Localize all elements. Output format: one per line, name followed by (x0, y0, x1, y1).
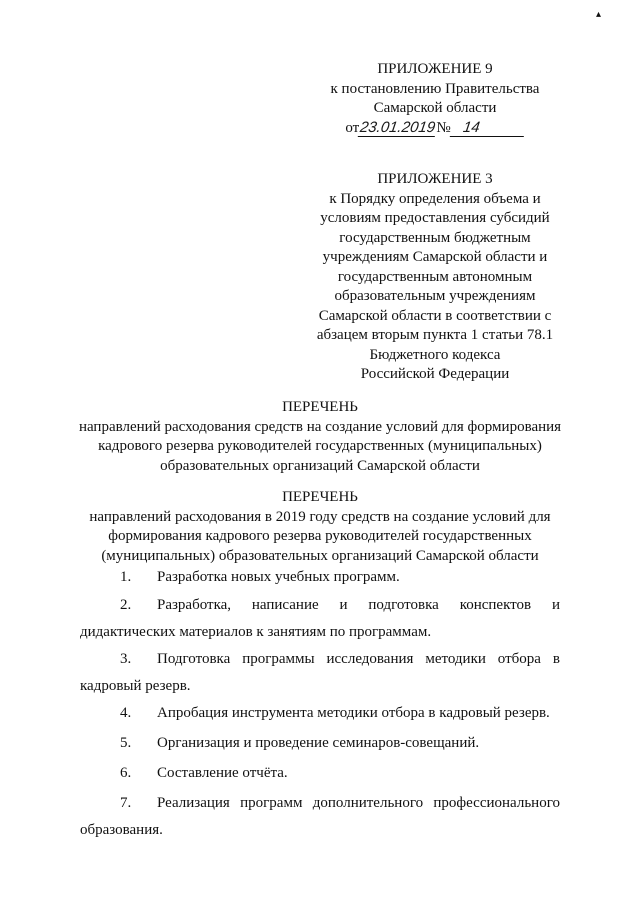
appendix-3-line: Самарской области в соответствии с (318, 307, 552, 324)
list-item-word: написание (251, 597, 319, 613)
corner-mark: ▴ (596, 9, 602, 20)
appendix-3-line: образовательным учреждениям (334, 288, 536, 304)
list-heading-new: ПЕРЕЧЕНЬ (282, 489, 358, 505)
list-item-number: 4. (120, 705, 132, 721)
appendix-3-line: учреждениям Самарской области и (322, 249, 548, 265)
appendix-9-title: ПРИЛОЖЕНИЕ 9 (377, 61, 493, 77)
list-item-word: профессионального (433, 795, 560, 811)
appendix-3-line: к Порядку определения объема и (329, 190, 541, 207)
list-item-text (157, 596, 560, 616)
appendix-3-title: ПРИЛОЖЕНИЕ 3 (377, 171, 493, 187)
list-item-text (157, 704, 560, 724)
list-item-text (157, 764, 560, 784)
appendix-3-header (300, 170, 570, 385)
list-title-new (60, 488, 580, 566)
list-item-word: Реализация (157, 795, 230, 811)
list-item-number: 1. (120, 569, 132, 585)
list-item-word: Организация и проведение семинаров-совещаний. (157, 735, 480, 751)
list-item-continuation: дидактических материалов к занятиям по программам. (80, 624, 432, 640)
list-subtitle-old-line: образовательных организаций Самарской области (160, 457, 480, 474)
handwritten-date: 23.01.2019 (359, 118, 437, 136)
appendix-9-line2: к постановлению Правительства (330, 80, 540, 97)
appendix-3-line: государственным бюджетным (339, 229, 531, 246)
list-subtitle-new-line: (муниципальных) образовательных организаций Самарской области (101, 547, 539, 564)
list-item-continuation: образования. (80, 822, 163, 838)
list-item-number: 5. (120, 735, 132, 751)
list-subtitle-new-line: направлений расходования в 2019 году средств на создание условий для (89, 508, 551, 525)
list-item-word: методики (425, 651, 486, 667)
list-item-number: 2. (120, 597, 132, 613)
appendix-9-line3: Самарской области (373, 100, 497, 116)
list-item-word: в (552, 651, 560, 667)
list-item-number: 3. (120, 651, 132, 667)
list-item-text (157, 568, 560, 588)
list-item-word: и (339, 597, 348, 613)
list-item-word: Апробация инструмента методики отбора в кадровый резерв. (157, 705, 550, 721)
list-item-word: программы (242, 651, 315, 667)
list-item-text (157, 650, 560, 670)
appendix-3-line: условиям предоставления субсидий (320, 210, 550, 226)
list-subtitle-old-line: кадрового резерва руководителей государственных (муниципальных) (98, 438, 542, 454)
list-item-word: Разработка новых учебных программ. (157, 569, 400, 585)
date-prefix: от (345, 119, 360, 136)
appendix-3-line: государственным автономным (337, 268, 533, 285)
appendix-3-line: Бюджетного кодекса (369, 346, 501, 363)
list-item-word: Составление отчёта. (157, 765, 288, 781)
appendix-9-header (300, 60, 570, 138)
list-item-word: отбора (497, 651, 541, 667)
list-item-word: и (551, 597, 560, 613)
list-item-text (157, 734, 560, 754)
list-item-word: Разработка, (157, 597, 232, 613)
list-item-word: исследования (326, 651, 414, 667)
list-subtitle-old-line: направлений расходования средств на создание условий для формирования (78, 418, 562, 435)
list-item-word: подготовка (368, 597, 439, 613)
list-item-number: 7. (120, 795, 132, 811)
list-item-word: дополнительного (312, 795, 424, 811)
appendix-3-line: абзацем вторым пункта 1 статьи 78.1 (316, 327, 554, 343)
list-item-word: конспектов (459, 597, 532, 613)
list-item-text (157, 794, 560, 814)
list-item-word: программ (240, 795, 303, 811)
list-subtitle-new-line: формирования кадрового резерва руководителей государственных (108, 528, 532, 544)
number-prefix: № (436, 119, 451, 136)
list-heading-old: ПЕРЕЧЕНЬ (282, 399, 358, 415)
decree-date-line (300, 119, 570, 139)
list-item-word: Подготовка (157, 651, 231, 667)
list-item-number: 6. (120, 765, 132, 781)
list-title-old (60, 398, 580, 476)
handwritten-number: 14 (449, 119, 526, 137)
list-item-continuation: кадровый резерв. (80, 678, 191, 694)
appendix-3-line: Российской Федерации (360, 366, 510, 382)
